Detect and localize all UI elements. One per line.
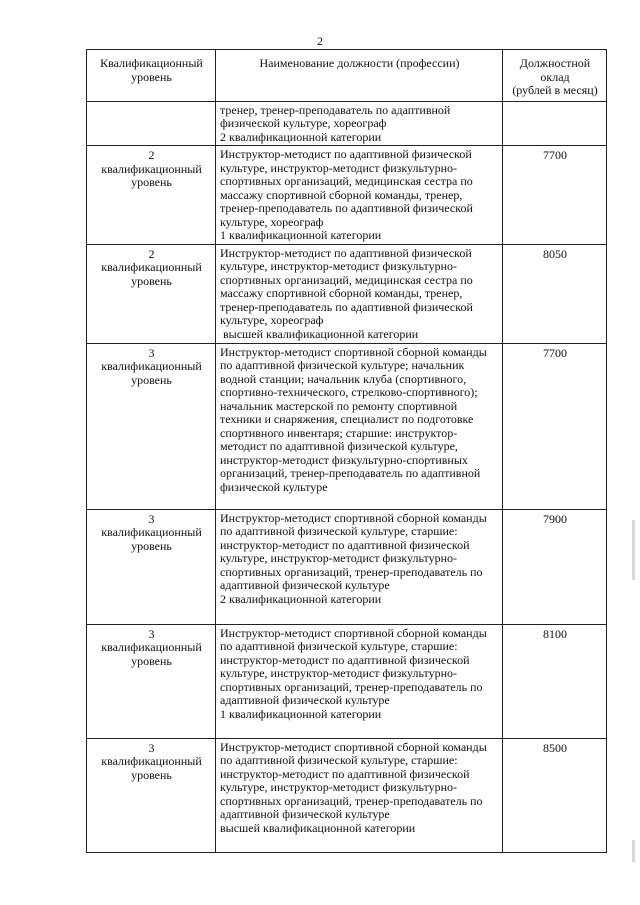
category-text: высшей квалификационной категории <box>223 326 419 341</box>
salary-cell: 7900 <box>503 509 607 624</box>
table-header-row <box>87 50 607 102</box>
position-text: тренер, тренер-преподаватель по адаптивной физической культуре, хореограф <box>220 102 451 130</box>
level-number: 3 <box>148 511 155 526</box>
table-row <box>87 244 607 343</box>
table-row <box>87 101 607 146</box>
header-position: Наименование должности (профессии) <box>216 50 503 102</box>
level-label: квалификационный уровень <box>101 640 202 668</box>
table-row <box>87 509 607 624</box>
position-text: Инструктор-методист по адаптивной физической культуре, инструктор-методист физкультурно-спортивных организаций, медицинская сестра по массажу спортивной сборной команды, тренер, тренер-преподаватель по адаптивной физической культуре, хореограф <box>220 245 473 327</box>
level-number: 3 <box>148 626 155 641</box>
position-cell <box>216 509 503 624</box>
level-cell <box>87 101 216 146</box>
scan-edge-mark <box>632 840 635 862</box>
level-cell <box>87 343 216 509</box>
position-cell <box>216 624 503 738</box>
salary-cell: 7700 <box>503 146 607 245</box>
level-number: 2 <box>148 246 155 261</box>
category-text: 1 квалификационной категории <box>220 706 382 721</box>
salary-cell: 8050 <box>503 244 607 343</box>
level-cell <box>87 244 216 343</box>
header-salary-line3: (рублей в месяц) <box>512 83 598 97</box>
table-row <box>87 738 607 852</box>
header-salary-line2: оклад <box>540 69 570 84</box>
level-cell <box>87 624 216 738</box>
level-label: квалификационный уровень <box>101 754 202 782</box>
position-cell <box>216 146 503 245</box>
position-text: Инструктор-методист спортивной сборной команды по адаптивной физической культуре, старшие: инструктор-методист по адаптивной физической культуре, инструктор-методист физкультурно-спортивных организаций, тренер-преподаватель по адаптивной физической культуре <box>220 739 487 821</box>
salary-cell: 7700 <box>503 343 607 509</box>
table-row <box>87 624 607 738</box>
category-text: 2 квалификационной категории <box>220 591 382 606</box>
header-salary <box>503 50 607 102</box>
category-text: 2 квалификационной категории <box>220 129 382 144</box>
salary-cell: 8500 <box>503 738 607 852</box>
position-text: Инструктор-методист по адаптивной физической культуре, инструктор-методист физкультурно-спортивных организаций, медицинская сестра по массажу спортивной сборной команды, тренер, тренер-преподаватель по адаптивной физической культуре, хореограф <box>220 147 473 229</box>
level-cell <box>87 738 216 852</box>
position-cell <box>216 738 503 852</box>
level-number: 3 <box>148 740 155 755</box>
position-text: Инструктор-методист спортивной сборной команды по адаптивной физической культуре, старшие: инструктор-методист по адаптивной физической культуре, инструктор-методист физкультурно-спортивных организаций, тренер-преподаватель по адаптивной физической культуре <box>220 510 487 592</box>
salary-cell <box>503 101 607 146</box>
salary-cell: 8100 <box>503 624 607 738</box>
category-text: высшей квалификационной категории <box>220 820 416 835</box>
table-row <box>87 146 607 245</box>
category-text: 1 квалификационной категории <box>220 228 382 242</box>
position-text: Инструктор-методист спортивной сборной команды по адаптивной физической культуре, старшие: инструктор-методист по адаптивной физической культуре, инструктор-методист физкультурно-спортивных организаций, тренер-преподаватель по адаптивной физической культуре <box>220 625 487 707</box>
level-number: 2 <box>148 148 155 162</box>
level-cell <box>87 509 216 624</box>
header-level: Квалификационный уровень <box>87 50 216 102</box>
level-cell <box>87 146 216 245</box>
position-cell <box>216 244 503 343</box>
salary-table <box>86 49 607 853</box>
table-row <box>87 343 607 509</box>
level-label: квалификационный уровень <box>101 359 202 387</box>
level-label: квалификационный уровень <box>101 260 202 288</box>
position-cell <box>216 101 503 146</box>
level-label: квалификационный уровень <box>101 161 202 189</box>
level-number: 3 <box>148 345 155 360</box>
scan-edge-mark <box>632 520 635 580</box>
position-cell <box>216 343 503 509</box>
page-number: 2 <box>317 34 323 48</box>
header-salary-line1: Должностной <box>519 56 591 70</box>
position-text: Инструктор-методист спортивной сборной команды по адаптивной физической культуре; начальник водной станции; начальник клуба (спортивного, спортивно-технического, стрелково-спортивного); начальник мастерской по ремонту спортивной техники и снаряжения, специалист по подготовке спортивного инвентаря; старшие: инструктор-методист по адаптивной физической культуре, инструктор-методист физкультурно-спортивных организаций, тренер-преподаватель по адаптивной физической культуре <box>220 344 487 494</box>
level-label: квалификационный уровень <box>101 525 202 553</box>
